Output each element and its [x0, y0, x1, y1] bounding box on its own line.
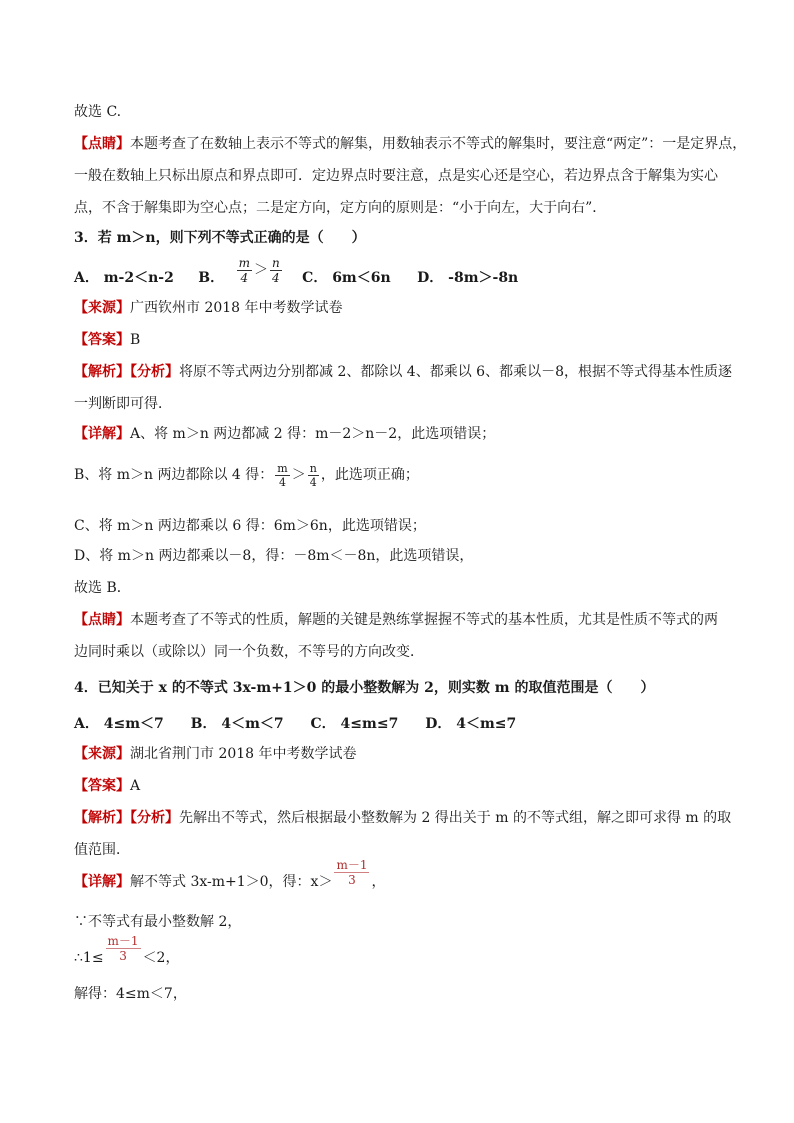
dianjing-paragraph-line-1 [74, 134, 746, 154]
detail-fraction [106, 935, 141, 962]
question-3-conclusion: 故选 B． [74, 580, 131, 596]
detail-tag: 【详解】 [74, 426, 130, 442]
option-a: A． 4≤m＜7 [74, 716, 164, 732]
question-4-detail-4: 解得：4≤m＜7， [74, 986, 187, 1002]
fraction-numerator: n [309, 461, 317, 475]
question-3-analysis-line-1 [74, 362, 732, 382]
question-3-dianjing-line-1 [74, 610, 718, 630]
detail-b-fraction-left [275, 463, 289, 488]
fraction-numerator: m－1 [107, 933, 139, 948]
question-3-source [74, 298, 343, 318]
fraction-denominator: 4 [240, 270, 249, 285]
fraction-numerator: m－1 [336, 857, 368, 872]
fraction-denominator: 4 [309, 475, 317, 489]
option-b: B． 4＜m＜7 [190, 716, 284, 732]
dianjing-text: 本题考查了不等式的性质，解题的关键是熟练掌握握不等式的基本性质，尤其是性质不等式的两 [130, 612, 718, 628]
fraction-denominator: 3 [119, 948, 127, 963]
answer-tag: 【答案】 [74, 332, 130, 348]
option-d: D． -8m＞-8n [417, 270, 519, 286]
detail-suffix: ＜2， [142, 950, 180, 966]
fraction-numerator: m [277, 461, 288, 475]
question-4-analysis-line-1 [74, 808, 731, 828]
dianjing-tag: 【点睛】 [74, 136, 130, 152]
answer-text: B [130, 332, 141, 348]
source-text: 广西钦州市 2018 年中考数学试卷 [130, 300, 343, 316]
question-4-detail-1 [74, 857, 386, 900]
fraction-numerator: n [271, 255, 280, 270]
question-3-detail-b [74, 460, 419, 490]
question-3-detail-c: C、将 m＞n 两边都乘以 6 得：6m＞6n，此选项错误； [74, 518, 426, 534]
answer-text: A [130, 778, 141, 794]
detail-tag: 【详解】 [74, 874, 130, 890]
detail-text: A、将 m＞n 两边都减 2 得：m－2＞n－2，此选项错误； [130, 426, 496, 442]
option-c: C． 6m＜6n [302, 270, 391, 286]
option-b-label: B． [198, 270, 225, 286]
analysis-text: 将原不等式两边分别都减 2、都除以 4、都乘以 6、都乘以－8，根据不等式得基本性质逐 [179, 364, 732, 380]
detail-fraction [334, 859, 369, 886]
option-b-relation: ＞ [253, 262, 268, 278]
fraction-denominator: 4 [272, 270, 280, 285]
detail-b-text: B、将 m＞n 两边都除以 4 得： [74, 467, 274, 483]
question-3-stem: 3．若 m＞n，则下列不等式正确的是（ ） [74, 230, 366, 246]
analysis-text: 先解出不等式，然后根据最小整数解为 2 得出关于 m 的不等式组，解之即可求得 m 的取 [179, 810, 732, 826]
dianjing-tag: 【点睛】 [74, 612, 130, 628]
source-text: 湖北省荆门市 2018 年中考数学试卷 [130, 746, 357, 762]
analysis-tag: 【解析】【分析】 [74, 364, 179, 380]
question-3-analysis-line-2: 一判断即可得． [74, 396, 172, 412]
question-4-answer [74, 776, 140, 796]
question-3-detail-d: D、将 m＞n 两边都乘以－8，得：－8m＜－8n，此选项错误， [74, 548, 474, 564]
source-tag: 【来源】 [74, 746, 130, 762]
question-4-detail-3 [74, 933, 180, 976]
detail-suffix: ， [371, 874, 386, 890]
question-3-dianjing-line-2: 边同时乘以（或除以）同一个负数，不等号的方向改变． [74, 644, 424, 660]
detail-b-relation: ＞ [291, 467, 306, 483]
detail-b-fraction-right [308, 463, 319, 488]
question-3-answer [74, 330, 140, 350]
fraction-numerator: m [238, 255, 250, 270]
option-d: D． 4＜m≤7 [425, 716, 517, 732]
question-4-options [74, 714, 516, 734]
detail-text: 解不等式 3x-m+1＞0，得：x＞ [130, 874, 333, 890]
fraction-denominator: 3 [348, 872, 356, 887]
option-c: C． 4≤m≤7 [310, 716, 399, 732]
analysis-tag: 【解析】【分析】 [74, 810, 179, 826]
question-3-options [74, 255, 519, 294]
option-b-fraction-right [270, 257, 282, 284]
question-4-analysis-line-2: 值范围． [74, 842, 130, 858]
dianjing-paragraph-line-3: 点，不含于解集即为空心点；二是定方向，定方向的原则是：“小于向左，大于向右”． [74, 200, 607, 216]
question-4-stem: 4．已知关于 x 的不等式 3x-m+1＞0 的最小整数解为 2，则实数 m 的取值范围是（ ） [74, 680, 655, 696]
detail-b-suffix: ，此选项正确； [320, 467, 419, 483]
conclusion-choose-c: 故选 C. [74, 104, 122, 120]
detail-text: ∴1≤ [74, 950, 104, 966]
question-4-source [74, 744, 357, 764]
question-4-detail-2: ∵不等式有最小整数解 2， [74, 914, 242, 930]
question-3-detail-a [74, 424, 495, 444]
source-tag: 【来源】 [74, 300, 130, 316]
dianjing-paragraph-line-2: 一般在数轴上只标出原点和界点即可．定边界点时要注意，点是实心还是空心，若边界点含于解集为实心 [74, 168, 718, 184]
option-a: A． m-2＜n-2 [74, 270, 174, 286]
option-b-fraction-left [237, 257, 252, 284]
fraction-denominator: 4 [279, 475, 287, 489]
answer-tag: 【答案】 [74, 778, 130, 794]
dianjing-text: 本题考查了在数轴上表示不等式的解集，用数轴表示不等式的解集时，要注意“两定”：一是定界点， [130, 136, 747, 152]
